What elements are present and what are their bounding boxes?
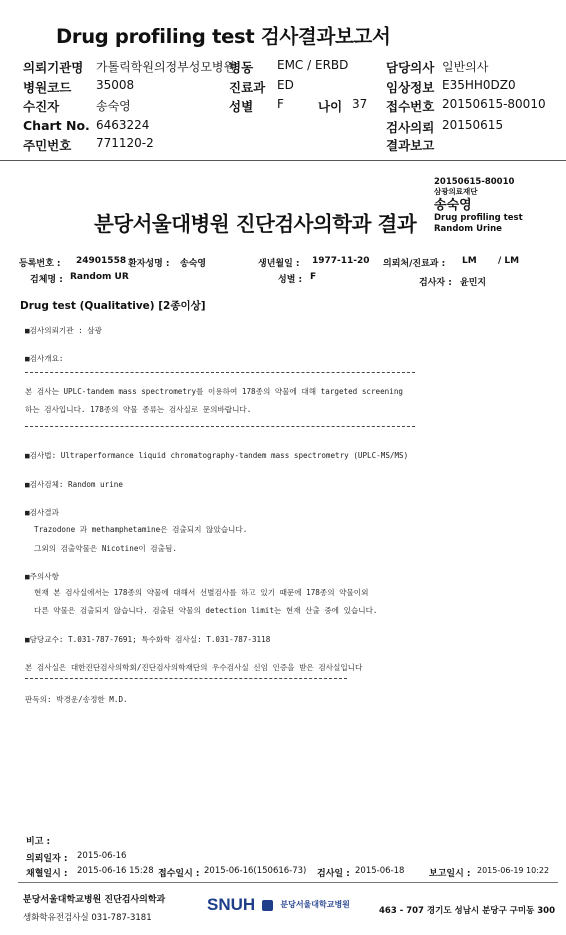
line-caution-2: 다른 약물은 검출되지 않습니다. 검출된 약물의 detection limit는 현재 산출 중에 있습니다. <box>34 606 378 615</box>
sex-value: F <box>277 97 284 111</box>
clinical-info-value: E35HH0DZ0 <box>442 78 516 92</box>
test-date-label: 검사일 : <box>317 869 350 879</box>
line-result-heading: ■검사결과 <box>25 508 59 517</box>
line-overview-1: 본 검사는 UPLC-tandem mass spectrometry를 이용하여 178종의 약물에 대해 targeted screening <box>25 387 403 396</box>
req-institution-value: 가톨릭학원의정부성모병원 <box>96 60 236 74</box>
line-result-1: Trazodone 과 methamphetamine은 검출되지 않았습니다. <box>34 525 248 534</box>
patient-name-label: 환자성명 : <box>128 259 170 269</box>
org-name: 분당서울대학교병원 진단검사의학과 <box>23 895 166 905</box>
ssn-label: 주민번호 <box>23 138 72 153</box>
divider-dashed <box>25 678 347 679</box>
reg-number-label: 등록번호 : <box>19 259 61 269</box>
ward-value: EMC / ERBD <box>277 58 349 72</box>
report-time-label: 보고일시 : <box>429 869 471 879</box>
page-title: Drug profiling test 검사결과보고서 <box>56 25 391 48</box>
sticker-org: 삼광의료재단 <box>434 187 478 196</box>
report-date-label: 결과보고 <box>386 138 435 153</box>
patient-label: 수진자 <box>23 99 60 114</box>
specimen-label: 검체명 : <box>30 275 63 285</box>
age-label: 나이 <box>318 99 343 114</box>
report-time-value: 2015-06-19 10:22 <box>477 866 550 875</box>
report-title: 분당서울대병원 진단검사의학과 결과 <box>94 212 417 236</box>
reg-number-value: 24901558 <box>76 256 127 266</box>
snuh-logo <box>207 895 350 915</box>
line-method: ■검사법: Ultraperformance liquid chromatography-tandem mass spectrometry (UPLC-MS/MS) <box>25 451 409 460</box>
footer-divider <box>18 882 558 883</box>
lab-phone: 생화학유전검사실 031-787-3181 <box>23 913 152 923</box>
test-date-value: 2015-06-18 <box>355 866 405 876</box>
req-date-footer-value: 2015-06-16 <box>77 851 127 861</box>
specimen-value: Random UR <box>70 272 129 282</box>
req-dept-value-2: / LM <box>498 256 520 266</box>
test-heading: Drug test (Qualitative) [2종이상] <box>20 300 206 312</box>
hospital-code-label: 병원코드 <box>23 80 72 95</box>
divider-dashed <box>25 372 415 373</box>
collect-time-value: 2015-06-16 15:28 <box>77 866 154 876</box>
chart-number-value: 6463224 <box>96 118 150 132</box>
line-specimen: ■검사검체: Random urine <box>25 480 123 489</box>
dept-value: ED <box>277 78 294 92</box>
physician-label: 담당의사 <box>386 60 435 75</box>
collect-time-label: 채혈일시 : <box>26 869 68 879</box>
line-overview-2: 하는 검사입니다. 178종의 약물 종류는 검사실로 문의바랍니다. <box>25 405 252 414</box>
dept-label: 진료과 <box>229 80 266 95</box>
patient-value: 송숙영 <box>96 99 131 113</box>
patient-name-value: 송숙영 <box>180 259 207 269</box>
line-req-institution: ■검사의뢰기관 : 삼광 <box>25 326 102 335</box>
line-accreditation: 본 검사실은 대한진단검사의학회/진단검사의학재단의 우수검사실 신임 인증을 받은 검사실입니다 <box>25 663 363 672</box>
report-document <box>8 168 560 930</box>
age-value: 37 <box>352 97 368 111</box>
req-dept-label: 의뢰처/진료과 : <box>383 259 446 269</box>
req-institution-label: 의뢰기관명 <box>23 60 84 75</box>
req-dept-value: LM <box>462 256 477 266</box>
snuh-emblem-icon <box>262 900 273 911</box>
req-date-value: 20150615 <box>442 118 504 132</box>
header-divider <box>0 160 566 161</box>
sticker-specimen: Random Urine <box>434 224 502 234</box>
birth-date-label: 생년월일 : <box>258 259 300 269</box>
ssn-value: 771120-2 <box>96 136 154 150</box>
divider-dashed <box>25 426 415 427</box>
physician-value: 일반의사 <box>442 60 489 74</box>
report-sex-label: 성별 : <box>278 275 303 285</box>
sticker-test: Drug profiling test <box>434 213 523 223</box>
receipt-time-label: 접수일시 : <box>158 869 200 879</box>
req-date-label: 검사의뢰 <box>386 120 435 135</box>
examiner-value: 윤민지 <box>460 278 487 288</box>
line-result-2: 그외의 검출약물은 Nicotine이 검출됨. <box>34 544 177 553</box>
line-caution-heading: ■주의사항 <box>25 572 59 581</box>
line-overview-heading: ■검사개요: <box>25 354 64 363</box>
sticker-name: 송숙영 <box>434 198 472 213</box>
birth-date-value: 1977-11-20 <box>312 256 370 266</box>
report-sex-value: F <box>310 272 317 282</box>
note-label: 비고 : <box>26 837 51 847</box>
line-caution-1: 현재 본 검사실에서는 178종의 약물에 대해서 선별검사를 하고 있기 때문에 178종의 약물이외 <box>34 588 369 597</box>
receipt-time-value: 2015-06-16(150616-73) <box>204 866 307 876</box>
receipt-number-value: 20150615-80010 <box>442 97 546 111</box>
ward-label: 병동 <box>229 60 254 75</box>
clinical-info-label: 임상정보 <box>386 80 435 95</box>
line-reader: 판독의: 박경운/송정한 M.D. <box>25 695 128 704</box>
sticker-number: 20150615-80010 <box>434 177 515 187</box>
hospital-code-value: 35008 <box>96 78 135 92</box>
receipt-number-label: 접수번호 <box>386 99 435 114</box>
chart-number-label: Chart No. <box>23 118 90 133</box>
req-date-footer-label: 의뢰일자 : <box>26 854 68 864</box>
snuh-logo-subtitle: 분당서울대학교병원 <box>280 900 350 909</box>
sex-label: 성별 <box>229 99 254 114</box>
snuh-logo-text: SNUH <box>207 895 256 914</box>
examiner-label: 검사자 : <box>419 278 452 288</box>
line-contact: ■담당교수: T.031-787-7691; 특수화학 검사실: T.031-787-3118 <box>25 635 271 644</box>
address: 463 - 707 경기도 성남시 분당구 구미동 300 <box>379 906 556 916</box>
